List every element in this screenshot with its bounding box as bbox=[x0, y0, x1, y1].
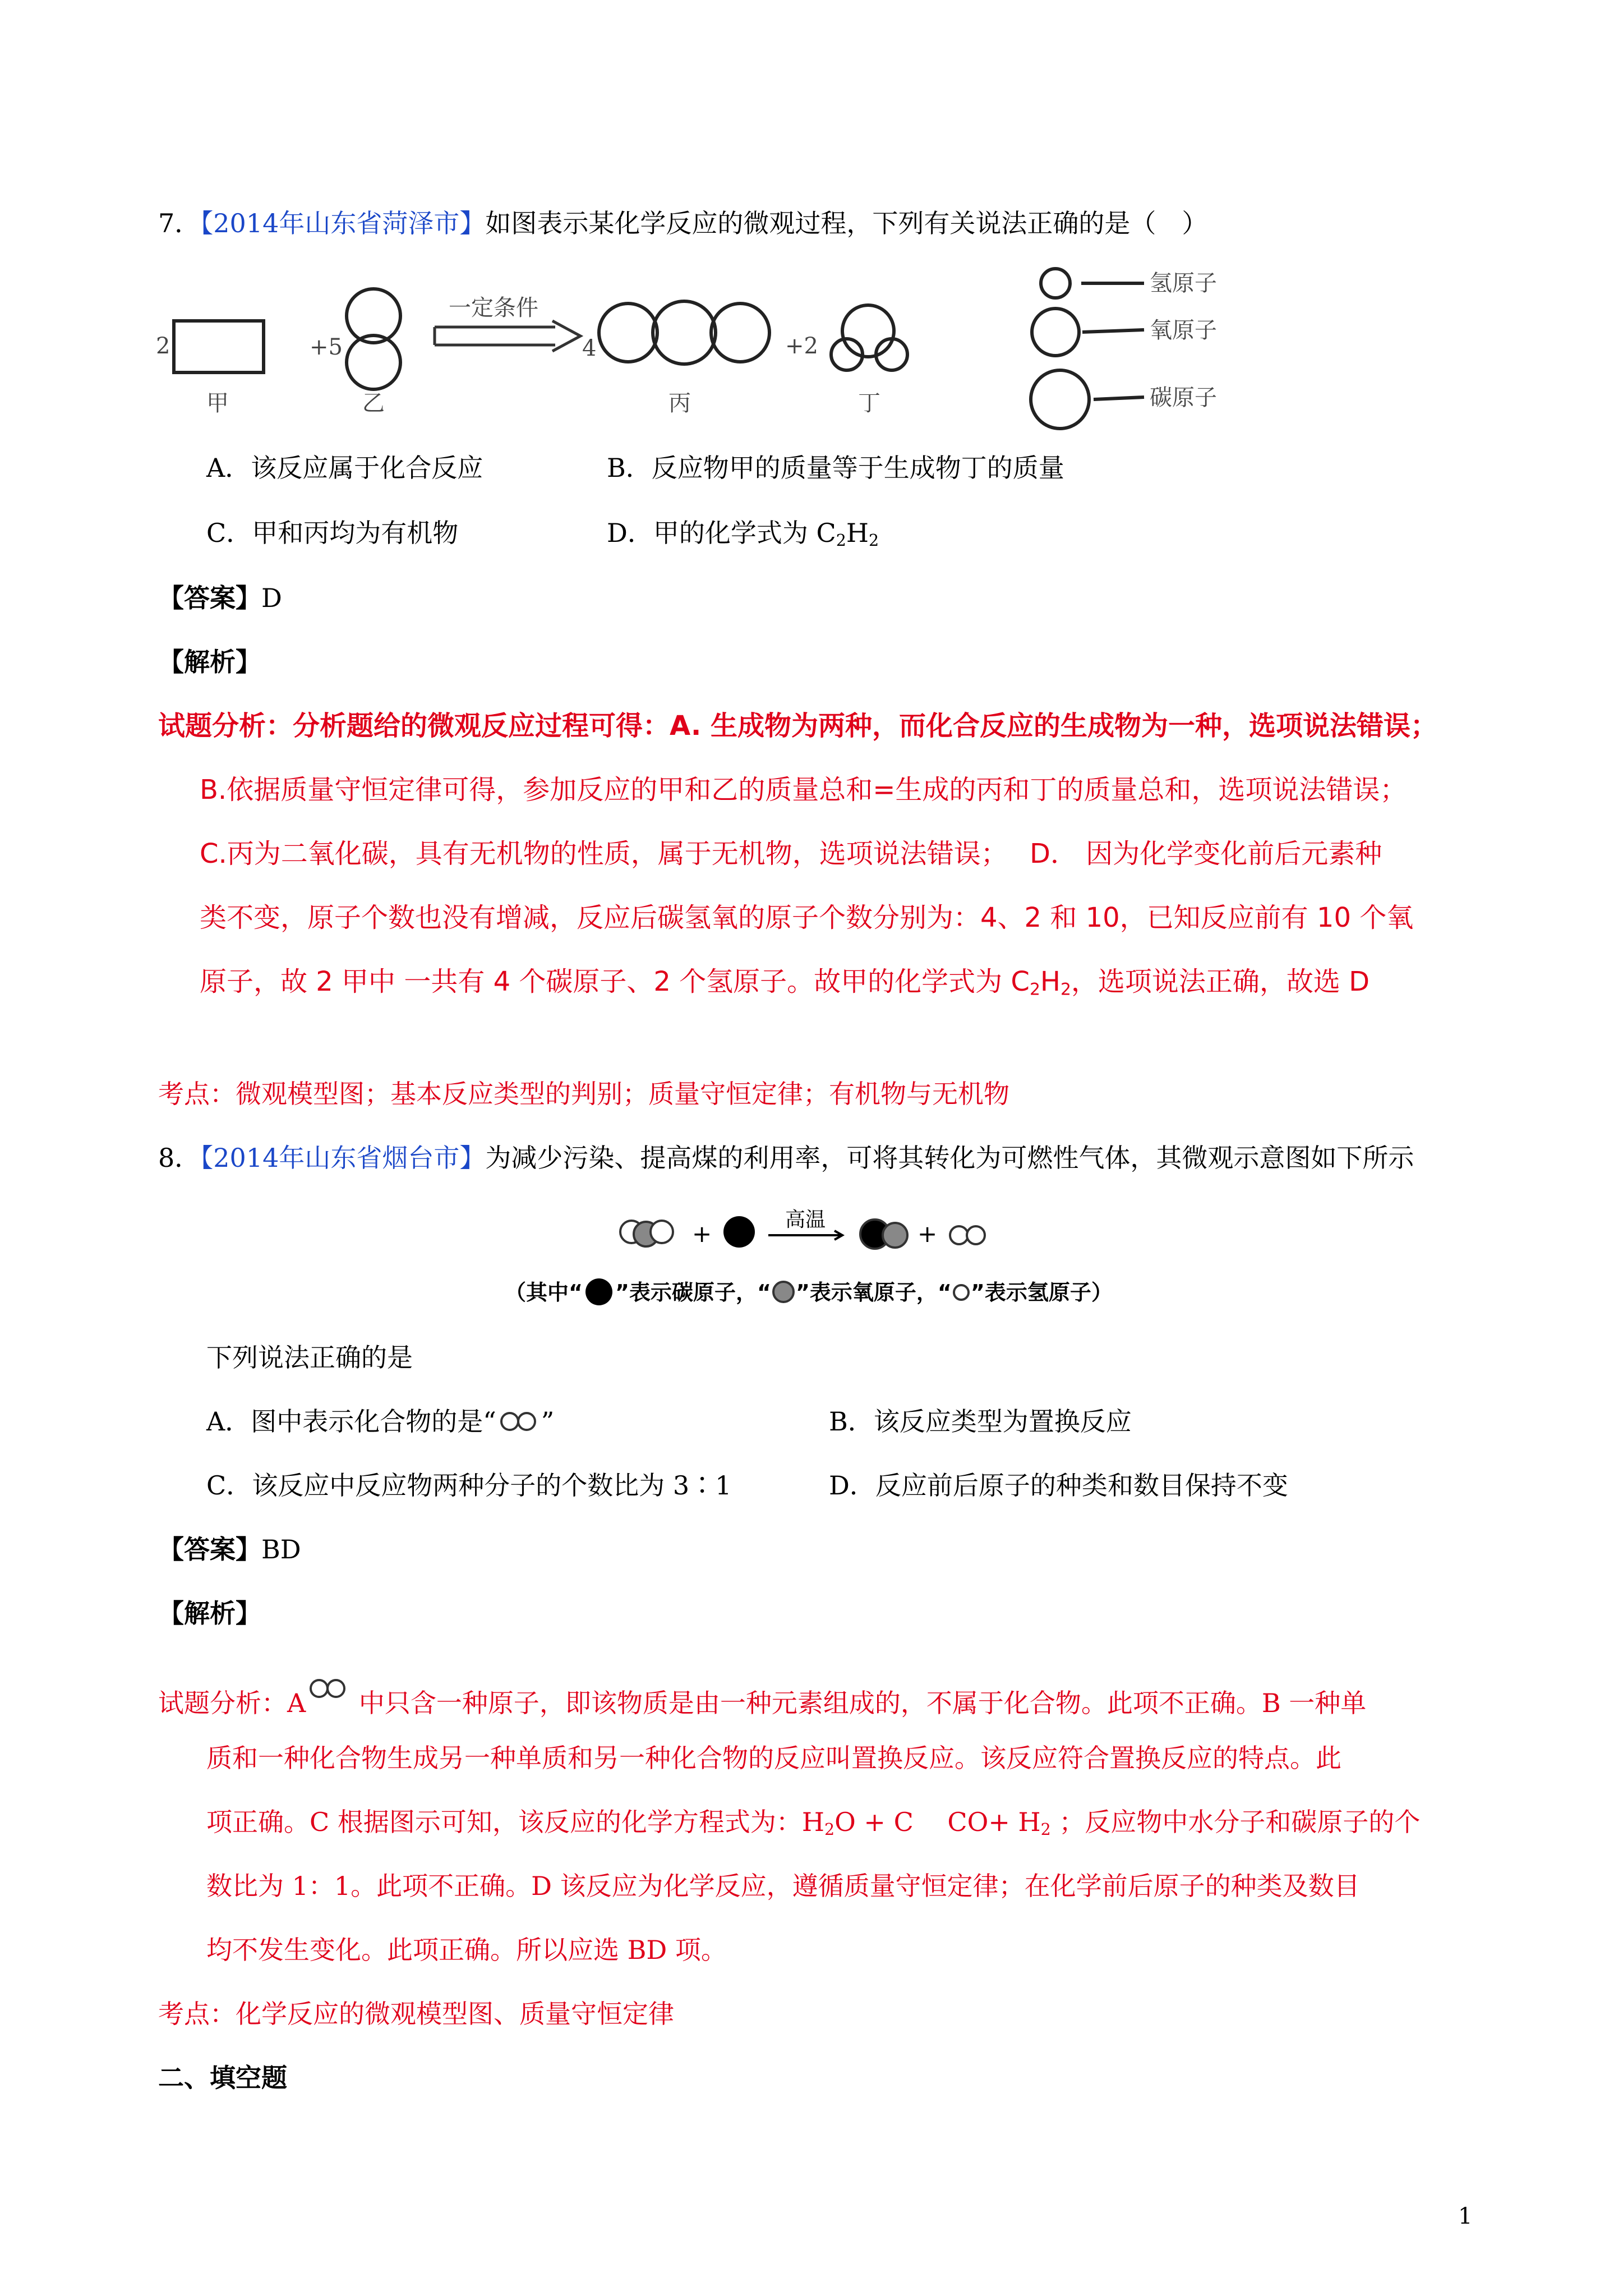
q7-label-bing: 丙 bbox=[668, 390, 691, 416]
q8-stem: 为减少污染、提高煤的利用率，可将其转化为可燃性气体，其微观示意图如下所示 bbox=[485, 1143, 1414, 1173]
q8-source: 【2014年山东省烟台市】 bbox=[200, 1143, 486, 1173]
q7-answer: 【答案】D bbox=[158, 583, 282, 613]
q7-number: 7． bbox=[158, 208, 201, 238]
q8-arrow-icon bbox=[768, 1231, 842, 1240]
q7-option-a: A．该反应属于化合反应 bbox=[206, 453, 483, 483]
q7-label-jia: 甲 bbox=[206, 390, 229, 416]
q8-prompt: 下列说法正确的是 bbox=[206, 1342, 413, 1373]
q7-analysis-line-4: 类不变，原子个数也没有增减，反应后碳氢氧的原子个数分别为：4、2 和 10，已知反应前有 10 个氧 bbox=[200, 902, 1414, 933]
q8-water-molecule bbox=[620, 1221, 673, 1246]
analysis-h2-icon bbox=[306, 1677, 351, 1700]
caption-carbon-icon bbox=[583, 1278, 615, 1305]
q7-label-ding: 丁 bbox=[858, 390, 880, 416]
q8-arrow-text: 高温 bbox=[785, 1208, 826, 1231]
q8-plus-1: + bbox=[692, 1220, 712, 1248]
q7-analysis-label: 【解析】 bbox=[158, 647, 261, 677]
q8-analysis-line-1: 试题分析：A 中只含一种原子，即该物质是由一种元素组成的，不属于化合物。此项不正确。B 一种单 bbox=[158, 1677, 1366, 1720]
q7-source: 【2014年山东省菏泽市】 bbox=[200, 208, 486, 238]
caption-hydrogen-icon bbox=[952, 1283, 971, 1302]
q7-label-yi: 乙 bbox=[362, 390, 385, 416]
q7-coef-ding: +2 bbox=[785, 333, 818, 359]
q8-co-molecule bbox=[860, 1220, 907, 1249]
q7-analysis-line-2: B.依据质量守恒定律可得，参加反应的甲和乙的质量总和=生成的丙和丁的质量总和，选项说法错误； bbox=[200, 774, 1407, 806]
q8-option-a: A．图中表示化合物的是“ ” bbox=[206, 1406, 555, 1437]
q8-option-d: D．反应前后原子的种类和数目保持不变 bbox=[829, 1470, 1288, 1501]
q7-kaodian: 考点：微观模型图；基本反应类型的判别；质量守恒定律；有机物与无机物 bbox=[158, 1079, 1009, 1109]
legend-carbon-label: 碳原子 bbox=[1150, 385, 1217, 411]
q7-arrow-text: 一定条件 bbox=[449, 295, 538, 321]
q8-option-c: C．该反应中反应物两种分子的个数比为 3∶1 bbox=[206, 1470, 732, 1501]
q8-figure-caption: （其中“ ”表示碳原子，“ ”表示氧原子，“ ”表示氢原子） bbox=[505, 1277, 1113, 1308]
q8-answer: 【答案】BD bbox=[158, 1534, 301, 1565]
q7-coef-jia: 2 bbox=[156, 333, 170, 359]
option-a-h2-icon bbox=[496, 1410, 541, 1433]
q8-plus-2: + bbox=[917, 1220, 938, 1248]
q7-coef-bing: 4 bbox=[582, 335, 597, 361]
q8-analysis-label: 【解析】 bbox=[158, 1598, 261, 1628]
q7-option-b: B．反应物甲的质量等于生成物丁的质量 bbox=[607, 453, 1064, 483]
page-number: 1 bbox=[1458, 2203, 1473, 2229]
q8-h2-molecule bbox=[950, 1226, 985, 1244]
q7-option-c: C．甲和丙均为有机物 bbox=[206, 518, 459, 548]
legend-oxygen-label: 氧原子 bbox=[1150, 318, 1217, 343]
q8-analysis-line-5: 均不发生变化。此项正确。所以应选 BD 项。 bbox=[206, 1935, 727, 1965]
caption-oxygen-icon bbox=[771, 1280, 796, 1304]
q8-number: 8． bbox=[158, 1143, 201, 1173]
q8-analysis-line-3: 项正确。C 根据图示可知，该反应的化学方程式为：$H_2O + C$ $CO+ H_2$ ；反应物中水分子和碳原子的个 bbox=[206, 1807, 1421, 1839]
q7-stem: 如图表示某化学反应的微观过程，下列有关说法正确的是（ ） bbox=[485, 208, 1208, 238]
q7-coef-yi: +5 bbox=[310, 334, 343, 360]
q8-analysis-line-2: 质和一种化合物生成另一种单质和另一种化合物的反应叫置换反应。该反应符合置换反应的特点。此 bbox=[206, 1743, 1341, 1773]
q7-analysis-line-5: 原子，故 2 甲中 一共有 4 个碳原子、2 个氢原子。故甲的化学式为 $C_2H_2$，选项说法正确，故选 D bbox=[200, 966, 1370, 1000]
q8-kaodian: 考点：化学反应的微观模型图、质量守恒定律 bbox=[158, 1999, 674, 2029]
q7-analysis-line-3: C.丙为二氧化碳，具有无机物的性质，属于无机物，选项说法错误； D． 因为化学变化前后元素种 bbox=[200, 838, 1382, 869]
q7-option-d: D．甲的化学式为 $C_2H_2$ bbox=[607, 518, 879, 550]
q8-option-b: B．该反应类型为置换反应 bbox=[829, 1406, 1132, 1437]
q8-analysis-line-4: 数比为 1：1。此项不正确。D 该反应为化学反应，遵循质量守恒定律；在化学前后原子的种类及数目 bbox=[206, 1871, 1360, 1901]
q8-carbon-atom bbox=[723, 1216, 755, 1248]
q7-analysis-line-1: 试题分析：分析题给的微观反应过程可得：A. 生成物为两种，而化合反应的生成物为一种，选项说法错误； bbox=[158, 710, 1437, 742]
section-heading: 二、填空题 bbox=[158, 2063, 287, 2093]
legend-hydrogen-label: 氢原子 bbox=[1150, 270, 1217, 296]
